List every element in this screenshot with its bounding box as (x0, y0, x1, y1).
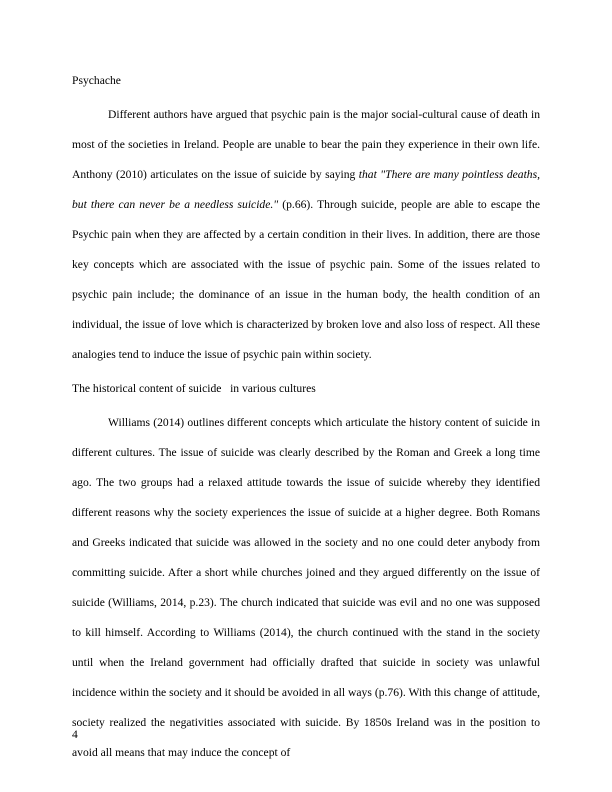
paragraph-psychache (72, 100, 540, 370)
paragraph-psychache-text-1: Different authors have argued that psychic pain is the major social-cultural cause of death in most of the societies in Ireland. People are unable to bear the pain they experience in their own life. Anthony (2010) articulates on the issue of suicide by saying (72, 108, 540, 181)
paragraph-historical-content: Williams (2014) outlines different concepts which articulate the history content of suicide in different cultures. The issue of suicide was clearly described by the Roman and Greek a long time ago. The two groups had a relaxed attitude towards the issue of suicide whereby they identified different reasons why the society experiences the issue of suicide at a higher degree. Both Romans and Greeks indicated that suicide was allowed in the society and no one could deter anybody from committing suicide. After a short while churches joined and they argued differently on the issue of suicide (Williams, 2014, p.23). The church indicated that suicide was evil and no one was supposed to kill himself. According to Williams (2014), the church continued with the stand in the society until when the Ireland government had officially drafted that suicide in society was unlawful incidence within the society and it should be avoided in all ways (p.76). With this change of attitude, society realized the negativities associated with suicide. By 1850s Ireland was in the position to avoid all means that may induce the concept of (72, 416, 540, 759)
section-heading-historical-content: The historical content of suicide in various cultures (72, 382, 316, 395)
paragraph-psychache-quote: that "There are many pointless deaths, but there can never be a needless suicide." (72, 168, 541, 211)
paragraph-psychache-text-2: (p.66). Through suicide, people are able to escape the Psychic pain when they are affected by a certain condition in their lives. In addition, there are those key concepts which are associated with the issue of psychic pain. Some of the issues related to psychic pain include; the dominance of an issue in the human body, the health condition of an individual, the issue of love which is characterized by broken love and also loss of respect. All these analogies tend to induce the issue of psychic pain within society. (72, 198, 540, 361)
page-content (72, 66, 540, 768)
page-number: 4 (72, 728, 78, 741)
section-heading-psychache: Psychache (72, 74, 121, 87)
